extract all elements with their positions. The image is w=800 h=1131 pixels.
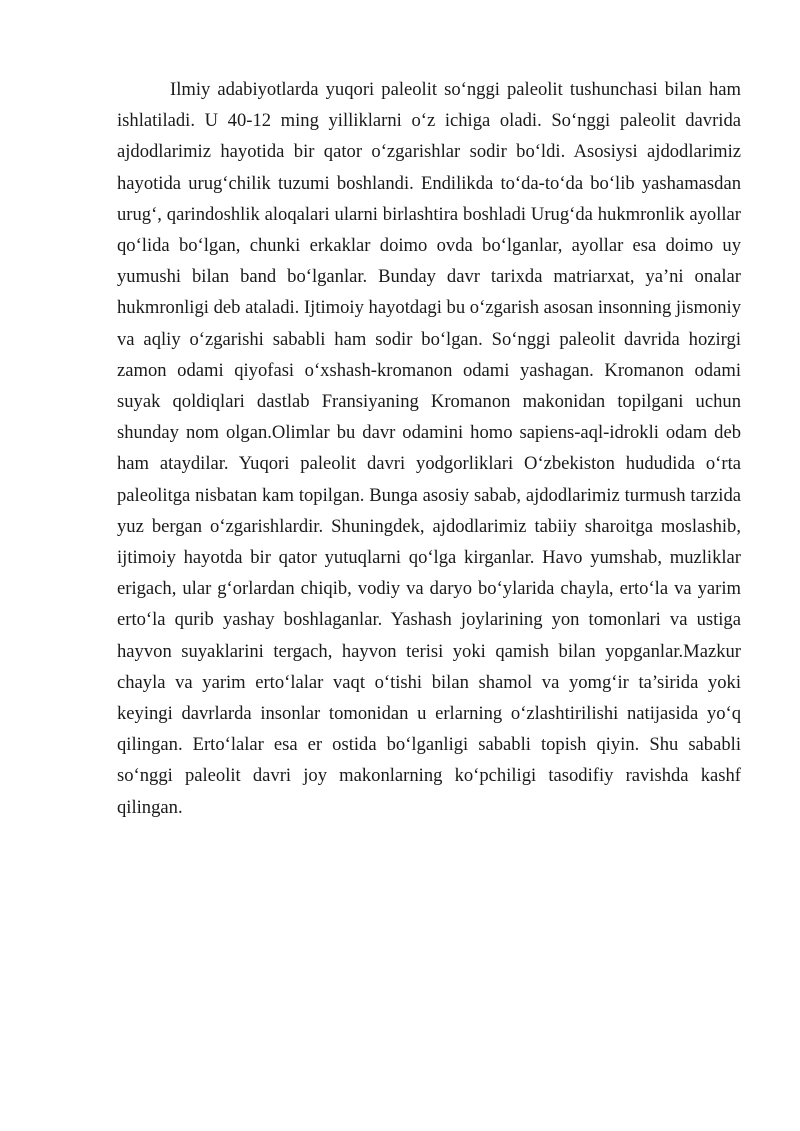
body-paragraph: Ilmiy adabiyotlarda yuqori paleolit so‘nggi paleolit tushunchasi bilan ham ishlatiladi. U 40-12 ming yilliklarni o‘z ichiga oladi. So‘nggi paleolit davrida ajdodlarimiz hayotida bir qator o‘zgarishlar sodir bo‘ldi. Asosiysi ajdodlarimiz hayotida urug‘chilik tuzumi boshlandi. Endilikda to‘da-to‘da bo‘lib yashamasdan urug‘, qarindoshlik aloqalari ularni birlashtira boshladi Urug‘da hukmronlik ayollar qo‘lida bo‘lgan, chunki erkaklar doimo ovda bo‘lganlar, ayollar esa doimo uy yumushi bilan band bo‘lganlar. Bunday davr tarixda matriarxat, ya’ni onalar hukmronligi deb ataladi. Ijtimoiy hayotdagi bu o‘zgarish asosan insonning jismoniy va aqliy o‘zgarishi sababli ham sodir bo‘lgan. So‘nggi paleolit davrida hozirgi zamon odami qiyofasi o‘xshash-kromanon odami yashagan. Kromanon odami suyak qoldiqlari dastlab Fransiyaning Kromanon makonidan topilgani uchun shunday nom olgan.Olimlar bu davr odamini homo sapiens-aql-idrokli odam deb ham ataydilar. Yuqori paleolit davri yodgorliklari O‘zbekiston hududida o‘rta paleolitga nisbatan kam topilgan. Bunga asosiy sabab, ajdodlarimiz turmush tarzida yuz bergan o‘zgarishlardir. Shuningdek, ajdodlarimiz tabiiy sharoitga moslashib, ijtimoiy hayotda bir qator yutuqlarni qo‘lga kirganlar. Havo yumshab, muzliklar erigach, ular g‘orlardan chiqib, vodiy va daryo bo‘ylarida chayla, erto‘la va yarim erto‘la qurib yashay boshlaganlar. Yashash joylarining yon tomonlari va ustiga hayvon suyaklarini tergach, hayvon terisi yoki qamish bilan yopganlar.Mazkur chayla va yarim erto‘lalar vaqt o‘tishi bilan shamol va yomg‘ir ta’sirida yoki keyingi davrlarda insonlar tomonidan u erlarning o‘zlashtirilishi natijasida yo‘q qilingan. Erto‘lalar esa er ostida bo‘lganligi sababli topish qiyin. Shu sababli so‘nggi paleolit davri joy makonlarning ko‘pchiligi tasodifiy ravishda kashf qilingan. [117, 79, 741, 818]
